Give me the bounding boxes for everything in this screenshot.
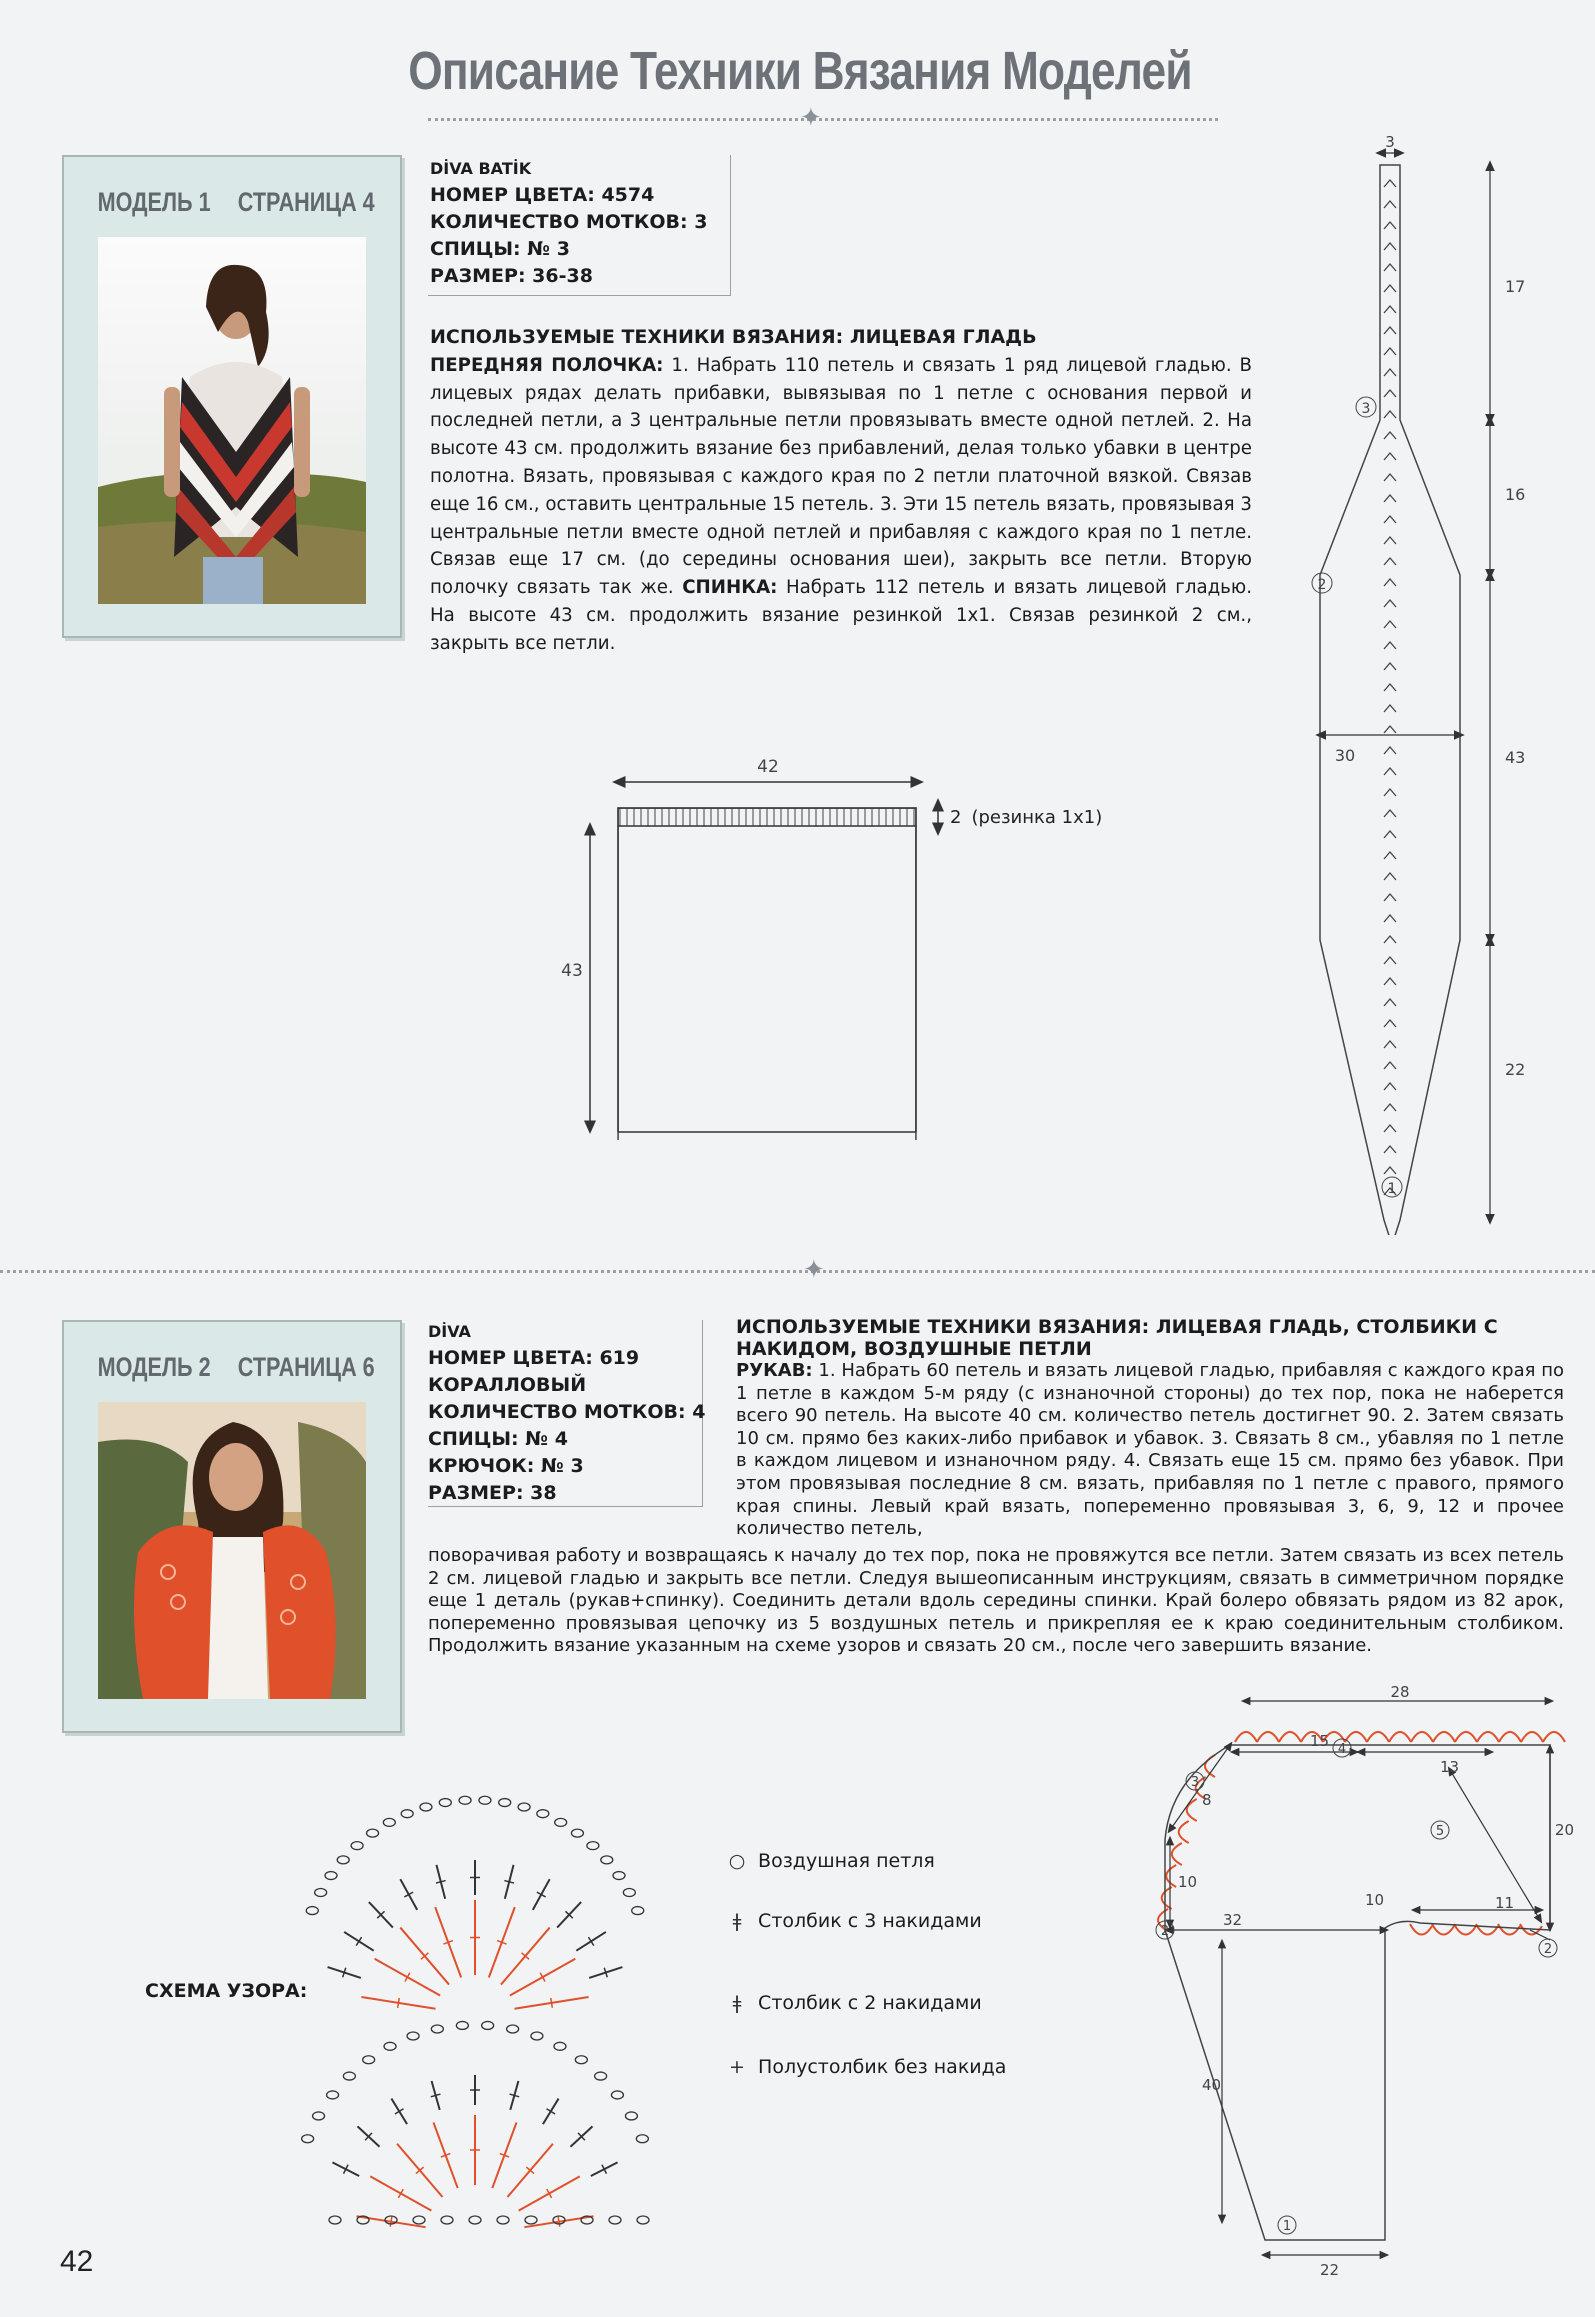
scallop-edge xyxy=(1455,1732,1477,1742)
chain-stitch xyxy=(351,1842,363,1850)
scallop-edge xyxy=(1235,1732,1257,1742)
page-title: Описание Техники Вязания Моделей xyxy=(408,41,1192,101)
chevron-stitch-icon xyxy=(1384,180,1396,187)
chevron-stitch-icon xyxy=(1384,915,1396,922)
treble-stitch xyxy=(390,2217,392,2227)
seg-mid-label: 16 xyxy=(1505,485,1526,504)
chain-stitch xyxy=(456,2021,468,2029)
sleeve-text: 1. Набрать 60 петель и вязать лицевой гладью, прибавляя с каждого края по 1 петле в каждом 5-м ряду (с изнаночной стороны) до тех пор, пока не наберется всего 90 петель. На высоте 40 см. количество петель достигнет 90. 2. Затем связать 10 см. прямо без каких-либо прибавок и убавок. 3. Связать 8 см., убавляя по 1 петле в каждом лицевом и изнаночном ряду. 4. Связать еще 15 см. прямо без убавок. При этом провязывая последние 8 см. вязать, прибавляя по 1 петле с правого, прямого края спины. Левый край вязать, попеременно провязывая 3, 6, 9, 12 и прочее количество петель, xyxy=(736,1360,1564,1540)
chevron-stitch-icon xyxy=(1384,1125,1396,1132)
chain-stitch xyxy=(363,2056,375,2064)
front-instructions xyxy=(430,352,1252,658)
sleeve-label: РУКАВ: xyxy=(736,1360,813,1381)
scallop-edge xyxy=(1432,1924,1454,1935)
scallop-edge xyxy=(1410,1924,1432,1935)
legend-label: Воздушная петля xyxy=(758,1850,935,1872)
chevron-stitch-icon xyxy=(1384,621,1396,628)
chain-stitch xyxy=(525,2216,537,2224)
chain-stitch xyxy=(571,1829,583,1837)
model-1-instructions xyxy=(430,324,1252,658)
dim-10-back: 10 xyxy=(1365,1891,1385,1909)
scallop-edge xyxy=(1279,1732,1301,1742)
chevron-stitch-icon xyxy=(1384,1020,1396,1027)
chevron-stitch-icon xyxy=(1384,642,1396,649)
chevron-stitch-icon xyxy=(1384,411,1396,418)
chevron-stitch-icon xyxy=(1384,768,1396,775)
chevron-stitch-icon xyxy=(1384,978,1396,985)
spec-needles: СПИЦЫ: № 3 xyxy=(430,238,570,260)
dim-8: 8 xyxy=(1202,1791,1212,1809)
bolero-diagram xyxy=(1110,1680,1580,2290)
back-height-label: 43 xyxy=(561,961,583,981)
mark-2b: 2 xyxy=(1543,1942,1553,1957)
mark-3: 3 xyxy=(1190,1775,1200,1790)
scallop-edge xyxy=(1367,1732,1389,1742)
chain-stitch xyxy=(636,2135,648,2143)
spec-skeins: КОЛИЧЕСТВО МОТКОВ: 3 xyxy=(430,211,708,233)
page-label: СТРАНИЦА 6 xyxy=(237,1352,375,1382)
mark-2: 2 xyxy=(1160,1924,1170,1939)
chain-stitch xyxy=(613,1872,625,1880)
spec-hook: КРЮЧОК: № 3 xyxy=(428,1455,584,1477)
scallop-edge xyxy=(1179,1821,1189,1843)
model-1-card xyxy=(62,155,402,638)
mark-4: 4 xyxy=(1337,1742,1347,1757)
chain-stitch xyxy=(531,2032,543,2040)
spec-size: РАЗМЕР: 38 xyxy=(428,1482,557,1504)
chevron-stitch-icon xyxy=(1384,1167,1396,1174)
model-2-instructions-bottom xyxy=(428,1545,1564,1658)
chevron-stitch-icon xyxy=(1384,873,1396,880)
seg-bottom-label: 22 xyxy=(1505,1060,1526,1079)
chain-stitch xyxy=(587,1842,599,1850)
chevron-stitch-icon xyxy=(1384,789,1396,796)
model-1-specs xyxy=(430,155,707,290)
chain-stitch xyxy=(367,1829,379,1837)
scallop-edge xyxy=(1521,1732,1543,1742)
dim-20: 20 xyxy=(1555,1821,1575,1839)
back-panel-diagram xyxy=(540,740,1160,1140)
scheme-legend xyxy=(722,1850,1062,2100)
continued-text: поворачивая работу и возвращаясь к началу до тех пор, пока не провяжутся все петли. Затем связать из всех петель 2 см. лицевой гладью и закрыть все петли. Следуя вышеописанным инструкциям, связать в симметричном порядке еще 1 деталь (рукав+спинку). Соединить детали вдоль середины спинки. Край болеро обвязать рядом из 82 арок, попеременно провязывая цепочку из 5 воздушных петель и прикрепляя ее к краю соединительным столбиком. Продолжить вязание указанным на схеме узоров и связать 20 см., после чего завершить вязание. xyxy=(428,1545,1564,1657)
chevron-stitch-icon xyxy=(1384,537,1396,544)
legend-item xyxy=(722,2056,1006,2078)
chain-stitch xyxy=(611,2091,623,2099)
seg-body-label: 43 xyxy=(1505,748,1526,767)
chevron-stitch-icon xyxy=(1384,831,1396,838)
treble-stitch xyxy=(551,1998,553,2008)
chain-stitch xyxy=(625,2112,637,2120)
dim-32: 32 xyxy=(1223,1911,1243,1929)
chevron-stitch-icon xyxy=(1384,894,1396,901)
treble-stitch xyxy=(588,1937,593,1945)
dim-28: 28 xyxy=(1390,1683,1410,1701)
chain-stitch xyxy=(497,2216,509,2224)
front-text: 1. Набрать 110 петель и связать 1 ряд лицевой гладью. В лицевых рядах делать прибавки, вывязывая по 1 петле с основания первой и последней петли, а 3 центральные петли провязывать вместе одной петлей. 2. На высоте 43 см. продолжить вязание без прибавлений, делая только убавки в центре полотна. Вязать, провязывая с каждого края по 2 петли платочной вязкой. Связав еще 16 см., оставить центральные 15 петель. 3. Эти 15 петель вязать, провязывая 3 центральные петли вместе одной петлей и прибавляя с каждого края по 1 петле. Связав еще 17 см. (до середины основания шеи), закрыть все петли. Вторую полочку связать так же. xyxy=(430,354,1252,599)
chevron-stitch-icon xyxy=(1384,747,1396,754)
treble-stitch xyxy=(398,1998,400,2008)
chevron-stitch-icon xyxy=(1384,936,1396,943)
chevron-stitch-icon xyxy=(1384,348,1396,355)
chevron-stitch-icon xyxy=(1384,495,1396,502)
model-label: МОДЕЛЬ 1 xyxy=(97,187,211,217)
chain-stitch xyxy=(623,1889,635,1897)
single-crochet-icon: + xyxy=(729,2056,745,2078)
chain-stitch xyxy=(401,1810,413,1818)
top-width-label: 3 xyxy=(1385,135,1395,151)
rib-note: (резинка 1x1) xyxy=(971,807,1103,828)
triple-treble-icon: ǂ xyxy=(732,1910,742,1932)
chain-stitch xyxy=(441,2216,453,2224)
chevron-stitch-icon xyxy=(1384,516,1396,523)
chain-stitch xyxy=(554,2042,566,2050)
scallop-edge xyxy=(1166,1865,1176,1887)
chain-stitch xyxy=(601,1856,613,1864)
back-text: Набрать 112 петель и вязать лицевой гладью. На высоте 43 см. продолжить вязание резинкой 1x1. Связав резинкой 2 см., закрыть все петли. xyxy=(430,577,1252,654)
chain-stitch xyxy=(609,2216,621,2224)
spec-color-name: КОРАЛЛОВЫЙ xyxy=(428,1374,587,1396)
chain-stitch xyxy=(302,2135,314,2143)
spec-color-number: НОМЕР ЦВЕТА: 4574 xyxy=(430,184,655,206)
sleeve-instructions xyxy=(736,1360,1564,1541)
ornament-icon: ✦ xyxy=(800,103,822,133)
model-2-photo xyxy=(98,1402,366,1701)
chain-loop-icon: ○ xyxy=(728,1850,746,1872)
chevron-stitch-icon xyxy=(1384,264,1396,271)
scallop-edge xyxy=(1345,1732,1367,1742)
dim-15: 15 xyxy=(1310,1732,1330,1750)
chevron-stitch-icon xyxy=(1384,957,1396,964)
chevron-stitch-icon xyxy=(1384,1041,1396,1048)
spec-yarn: DİVA BATİK xyxy=(430,159,532,178)
chain-stitch xyxy=(383,1818,395,1826)
scallop-edge xyxy=(1477,1732,1499,1742)
front-panel-diagram xyxy=(1300,135,1570,1235)
scallop-edge xyxy=(1411,1732,1433,1742)
chevron-stitch-icon xyxy=(1384,663,1396,670)
dim-10-sleeve: 10 xyxy=(1178,1873,1198,1891)
section-divider xyxy=(0,1270,1595,1273)
chain-stitch xyxy=(413,2216,425,2224)
chevron-stitch-icon xyxy=(1384,726,1396,733)
chevron-stitch-icon xyxy=(1384,579,1396,586)
chain-stitch xyxy=(507,2025,519,2033)
mark-3: 3 xyxy=(1361,401,1371,417)
chevron-stitch-icon xyxy=(1384,243,1396,250)
chain-stitch xyxy=(637,2216,649,2224)
scallop-edge xyxy=(1389,1732,1411,1742)
technique-heading: ИСПОЛЬЗУЕМЫЕ ТЕХНИКИ ВЯЗАНИЯ: ЛИЦЕВАЯ ГЛАДЬ, СТОЛБИКИ С НАКИДОМ, ВОЗДУШНЫЕ ПЕТЛИ xyxy=(736,1316,1498,1360)
chevron-stitch-icon xyxy=(1384,1146,1396,1153)
chain-stitch xyxy=(315,1889,327,1897)
legend-item xyxy=(722,1850,935,1872)
chevron-stitch-icon xyxy=(1384,285,1396,292)
chevron-stitch-icon xyxy=(1384,306,1396,313)
title-underline xyxy=(428,118,1218,121)
chevron-stitch-icon xyxy=(1384,810,1396,817)
spec-color-number: НОМЕР ЦВЕТА: 619 xyxy=(428,1347,640,1369)
chain-stitch xyxy=(306,1907,318,1915)
chevron-stitch-icon xyxy=(1384,390,1396,397)
spec-skeins: КОЛИЧЕСТВО МОТКОВ: 4 xyxy=(428,1401,706,1423)
legend-item xyxy=(722,1910,982,1932)
treble-stitch xyxy=(558,2217,560,2227)
chevron-stitch-icon xyxy=(1384,201,1396,208)
chain-stitch xyxy=(329,2216,341,2224)
legend-item xyxy=(722,1992,982,2014)
chain-stitch xyxy=(343,2072,355,2080)
model-2-card xyxy=(62,1320,402,1733)
technique-heading: ИСПОЛЬЗУЕМЫЕ ТЕХНИКИ ВЯЗАНИЯ: ЛИЦЕВАЯ ГЛАДЬ xyxy=(430,326,1037,348)
chevron-stitch-icon xyxy=(1384,369,1396,376)
dim-11: 11 xyxy=(1495,1894,1515,1912)
dim-13: 13 xyxy=(1440,1758,1460,1776)
rib-height-label xyxy=(950,807,1102,828)
model-2-instructions-top xyxy=(736,1316,1564,1541)
chain-stitch xyxy=(537,1810,549,1818)
width-label: 30 xyxy=(1334,746,1356,765)
scallop-edge xyxy=(1498,1924,1520,1935)
treble-stitch xyxy=(356,1937,361,1945)
crochet-scheme xyxy=(295,1775,735,2235)
chain-stitch xyxy=(384,2042,396,2050)
chain-stitch xyxy=(420,1803,432,1811)
model-2-specs xyxy=(428,1318,705,1507)
scallop-edge xyxy=(1172,1843,1182,1865)
ornament-icon: ✦ xyxy=(803,1255,825,1285)
chevron-stitch-icon xyxy=(1384,684,1396,691)
chevron-stitch-icon xyxy=(1384,558,1396,565)
spec-needles: СПИЦЫ: № 4 xyxy=(428,1428,568,1450)
chevron-stitch-icon xyxy=(1384,222,1396,229)
chain-stitch xyxy=(518,1803,530,1811)
page-label: СТРАНИЦА 4 xyxy=(237,187,375,217)
mark-2: 2 xyxy=(1317,577,1327,593)
chevron-stitch-icon xyxy=(1384,705,1396,712)
scallop-edge xyxy=(1543,1732,1565,1742)
mark-1: 1 xyxy=(1387,1181,1397,1197)
chevron-stitch-icon xyxy=(1384,474,1396,481)
chain-stitch xyxy=(469,2216,481,2224)
chevron-stitch-icon xyxy=(1384,600,1396,607)
chain-stitch xyxy=(337,1856,349,1864)
scallop-edge xyxy=(1433,1732,1455,1742)
scallop-edge xyxy=(1187,1799,1197,1821)
chain-stitch xyxy=(459,1796,471,1804)
chain-stitch xyxy=(313,2112,325,2120)
chain-stitch xyxy=(325,1872,337,1880)
chevron-stitch-icon xyxy=(1384,852,1396,859)
rib-height: 2 xyxy=(950,807,962,828)
chevron-stitch-icon xyxy=(1384,999,1396,1006)
front-label: ПЕРЕДНЯЯ ПОЛОЧКА: xyxy=(430,354,664,376)
spec-yarn: DİVA xyxy=(428,1322,471,1341)
mark-1: 1 xyxy=(1282,2219,1292,2234)
legend-label: Столбик с 3 накидами xyxy=(758,1910,982,1932)
dim-22: 22 xyxy=(1320,2261,1340,2279)
chevron-stitch-icon xyxy=(1384,1062,1396,1069)
chevron-stitch-icon xyxy=(1384,1104,1396,1111)
page-number: 42 xyxy=(60,2245,94,2278)
model-label: МОДЕЛЬ 2 xyxy=(97,1352,211,1382)
chain-stitch xyxy=(407,2032,419,2040)
double-treble-icon: ǂ xyxy=(732,1992,742,2014)
chain-stitch xyxy=(439,1799,451,1807)
scheme-label: СХЕМА УЗОРА: xyxy=(145,1980,308,2002)
seg-top-label: 17 xyxy=(1505,277,1526,296)
chain-stitch xyxy=(431,2025,443,2033)
back-width-label: 42 xyxy=(757,757,779,777)
chain-stitch xyxy=(555,1818,567,1826)
chain-stitch xyxy=(482,2021,494,2029)
chevron-stitch-icon xyxy=(1384,453,1396,460)
chain-stitch xyxy=(595,2072,607,2080)
model-1-card-heading xyxy=(97,187,375,218)
model-1-photo xyxy=(98,237,366,606)
dim-40: 40 xyxy=(1202,2076,1222,2094)
chain-stitch xyxy=(632,1907,644,1915)
chevron-stitch-icon xyxy=(1384,1083,1396,1090)
mark-5: 5 xyxy=(1435,1824,1445,1839)
chain-stitch xyxy=(327,2091,339,2099)
legend-label: Столбик с 2 накидами xyxy=(758,1992,982,2014)
back-label: СПИНКА: xyxy=(682,577,778,599)
chain-stitch xyxy=(575,2056,587,2064)
legend-label: Полустолбик без накида xyxy=(758,2056,1007,2078)
chevron-stitch-icon xyxy=(1384,327,1396,334)
chevron-stitch-icon xyxy=(1384,432,1396,439)
scallop-edge xyxy=(1257,1732,1279,1742)
chain-stitch xyxy=(479,1796,491,1804)
spec-size: РАЗМЕР: 36-38 xyxy=(430,265,593,287)
model-2-card-heading xyxy=(97,1352,375,1383)
chain-stitch xyxy=(499,1799,511,1807)
scallop-edge xyxy=(1499,1732,1521,1742)
